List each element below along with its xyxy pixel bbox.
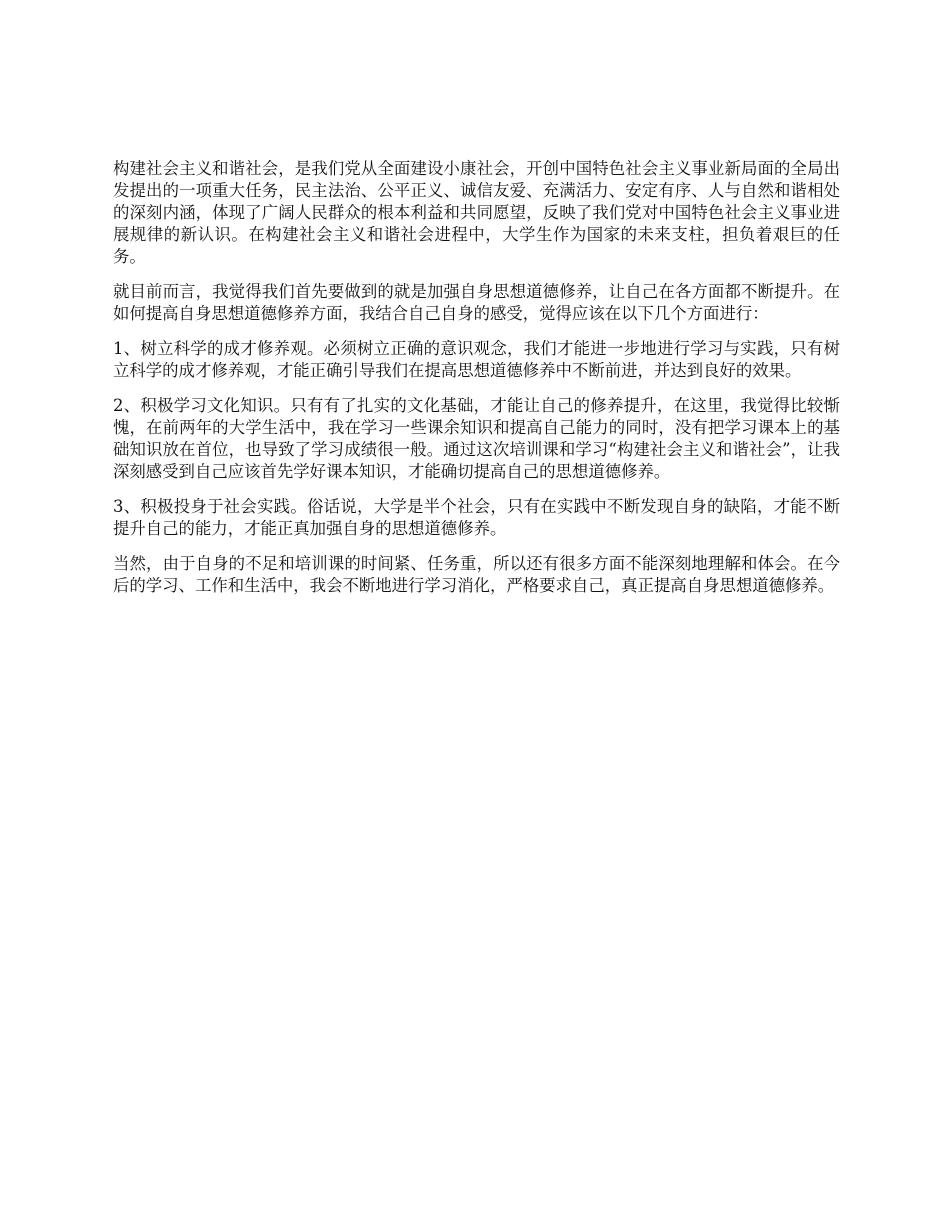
paragraph-conclusion: 当然，由于自身的不足和培训课的时间紧、任务重，所以还有很多方面不能深刻地理解和体会。在今后的学习、工作和生活中，我会不断地进行学习消化，严格要求自己，真正提高自身思想道德修养。 (113, 554, 840, 595)
paragraph-point-3: 3、积极投身于社会实践。俗话说，大学是半个社会，只有在实践中不断发现自身的缺陷，才能不断提升自己的能力，才能正真加强自身的思想道德修养。 (113, 497, 840, 538)
document-body (113, 158, 840, 610)
paragraph-point-1: 1、树立科学的成才修养观。必须树立正确的意识观念，我们才能进一步地进行学习与实践，只有树立科学的成才修养观，才能正确引导我们在提高思想道德修养中不断前进，并达到良好的效果。 (113, 339, 840, 380)
paragraph-point-2: 2、积极学习文化知识。只有有了扎实的文化基础，才能让自己的修养提升，在这里，我觉得比较惭愧，在前两年的大学生活中，我在学习一些课余知识和提高自己能力的同时，没有把学习课本上的基础知识放在首位，也导致了学习成绩很一般。通过这次培训课和学习“构建社会主义和谐社会”，让我深刻感受到自己应该首先学好课本知识，才能确切提高自己的思想道德修养。 (113, 396, 840, 481)
paragraph-current-view: 就目前而言，我觉得我们首先要做到的就是加强自身思想道德修养，让自己在各方面都不断提升。在如何提高自身思想道德修养方面，我结合自己自身的感受，觉得应该在以下几个方面进行： (113, 282, 840, 323)
paragraph-intro: 构建社会主义和谐社会，是我们党从全面建设小康社会，开创中国特色社会主义事业新局面的全局出发提出的一项重大任务，民主法治、公平正义、诚信友爱、充满活力、安定有序、人与自然和谐相处的深刻内涵，体现了广阔人民群众的根本利益和共同愿望，反映了我们党对中国特色社会主义事业进展规律的新认识。在构建社会主义和谐社会进程中，大学生作为国家的未来支柱，担负着艰巨的任务。 (113, 159, 840, 266)
